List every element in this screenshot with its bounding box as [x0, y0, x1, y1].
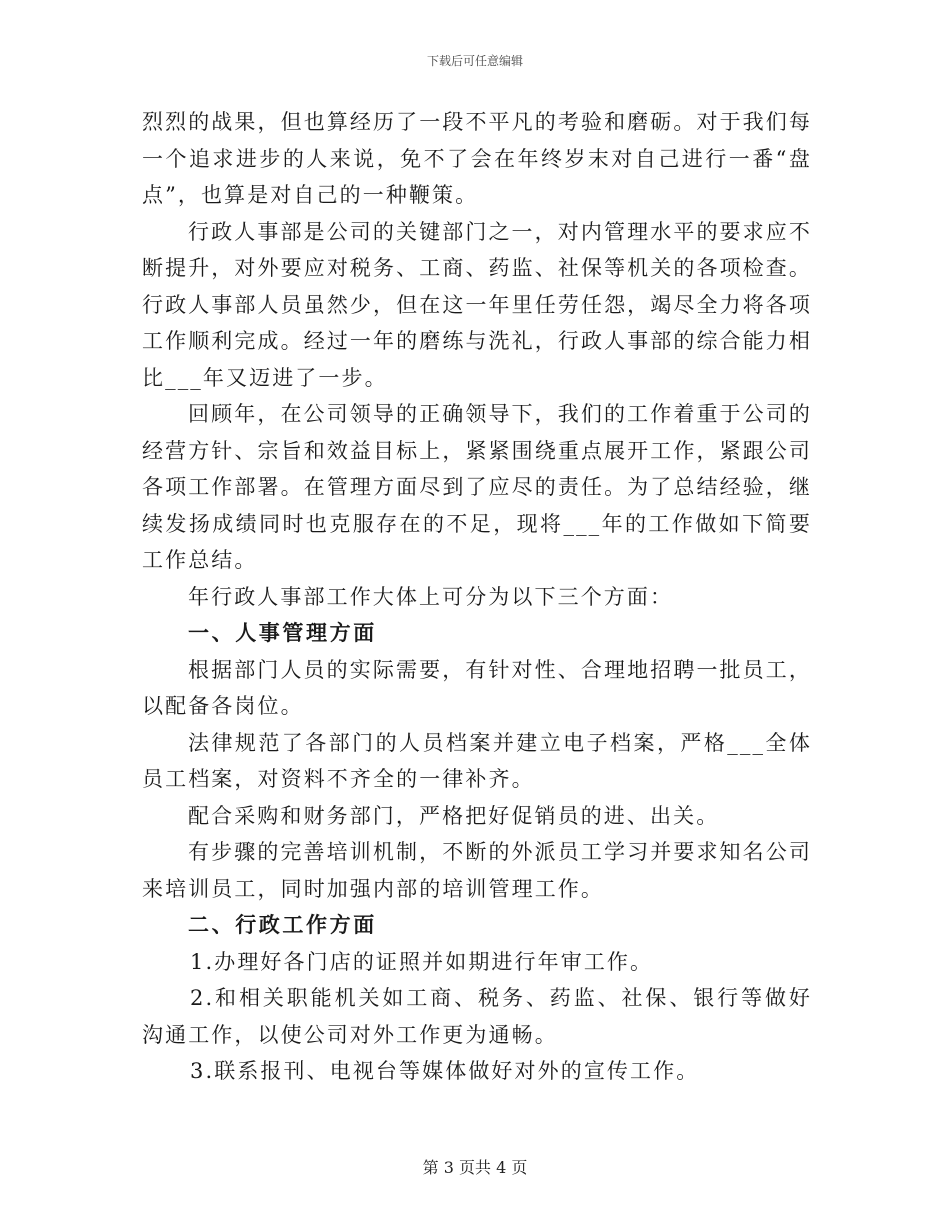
section-heading: 一、人事管理方面 [188, 620, 377, 645]
page-footer: 第 3 页共 4 页 [422, 1158, 528, 1177]
paragraph: 回顾年，在公司领导的正确领导下，我们的工作着重于公司的经营方针、宗旨和效益目标上，紧紧围绕重点展开工作，紧跟公司各项工作部署。在管理方面尽到了应尽的责任。为了总结经验，继续发扬成绩同时也克服存在的不足，现将___年的工作做如下简要工作总结。 [142, 402, 812, 572]
paragraph: 有步骤的完善培训机制，不断的外派员工学习并要求知名公司来培训员工，同时加强内部的培训管理工作。 [142, 840, 812, 901]
paragraph: 法律规范了各部门的人员档案并建立电子档案，严格___全体员工档案，对资料不齐全的一律补齐。 [142, 730, 812, 791]
paragraph: 配合采购和财务部门，严格把好促销员的进、出关。 [188, 803, 720, 828]
list-item: 2.和相关职能机关如工商、税务、药监、社保、银行等做好沟通工作，以使公司对外工作更为通畅。 [142, 986, 812, 1047]
paragraph: 行政人事部是公司的关键部门之一，对内管理水平的要求应不断提升，对外要应对税务、工商、药监、社保等机关的各项检查。行政人事部人员虽然少，但在这一年里任劳任怨，竭尽全力将各项工作顺利完成。经过一年的磨练与洗礼，行政人事部的综合能力相比___年又迈进了一步。 [142, 219, 812, 390]
list-item: 1.办理好各门店的证照并如期进行年审工作。 [190, 949, 654, 974]
list-item: 3.联系报刊、电视台等媒体做好对外的宣传工作。 [190, 1059, 700, 1083]
page-header: 下载后可任意编辑 [426, 54, 523, 68]
section-heading: 二、行政工作方面 [188, 912, 377, 937]
document-body [142, 104, 812, 1090]
paragraph: 根据部门人员的实际需要，有针对性、合理地招聘一批员工，以配备各岗位。 [142, 657, 812, 718]
paragraph: 年行政人事部工作大体上可分为以下三个方面： [188, 584, 674, 609]
paragraph: 烈烈的战果，但也算经历了一段不平凡的考验和磨砺。对于我们每一个追求进步的人来说，免不了会在年终岁末对自己进行一番“盘点”，也算是对自己的一种鞭策。 [142, 110, 812, 207]
